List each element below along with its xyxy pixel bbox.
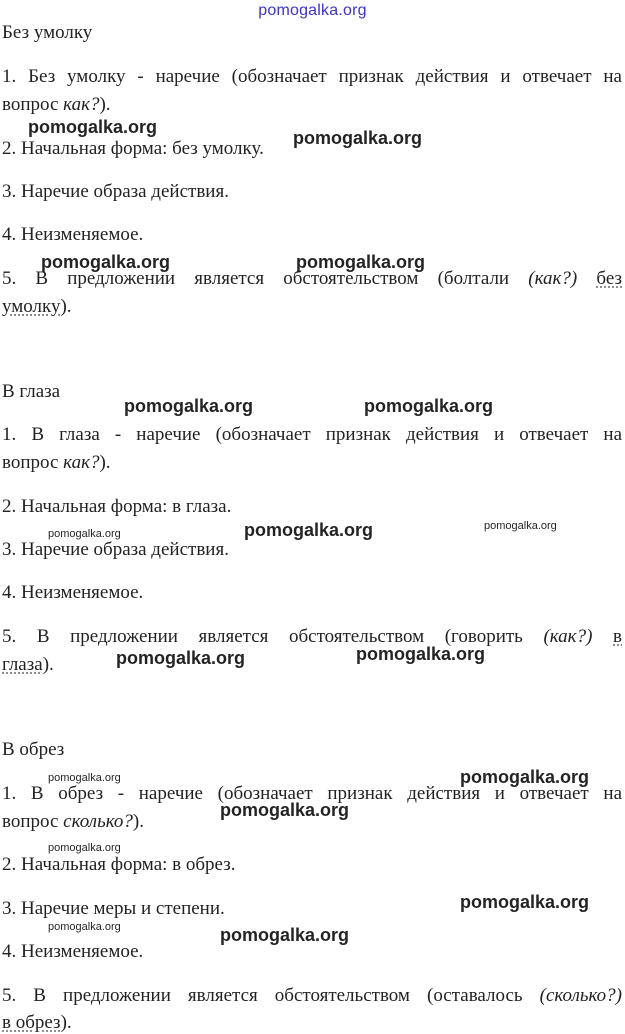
paragraph-line: 3. Наречие образа действия. — [2, 539, 229, 560]
paragraph-line: 1. В обрез - наречие (обозначает признак действия и отвечает на — [2, 783, 622, 804]
paragraph-line: 2. Начальная форма: в обрез. — [2, 854, 236, 875]
watermark: pomogalka.org — [124, 396, 254, 416]
watermark: pomogalka.org — [48, 528, 121, 540]
watermark: pomogalka.org — [364, 396, 494, 416]
section-heading: Без умолку — [2, 22, 93, 43]
section-heading: В обрез — [2, 739, 65, 760]
paragraph-line: 2. Начальная форма: в глаза. — [2, 496, 232, 517]
paragraph-line: вопрос как?). — [2, 94, 111, 115]
paragraph-line: 1. Без умолку - наречие (обозначает признак действия и отвечает на — [2, 66, 622, 87]
section-heading: В глаза — [2, 381, 61, 402]
watermark: pomogalka.org — [356, 644, 486, 664]
watermark: pomogalka.org — [293, 128, 423, 148]
paragraph-line: 5. В предложении является обстоятельством (говорить (как?) в — [2, 626, 622, 647]
watermark: pomogalka.org — [48, 921, 121, 933]
site-logo: pomogalka.org — [258, 2, 367, 19]
paragraph-line: 1. В глаза - наречие (обозначает признак действия и отвечает на — [2, 424, 622, 445]
paragraph-line: 2. Начальная форма: без умолку. — [2, 138, 264, 159]
paragraph-line: 3. Наречие меры и степени. — [2, 898, 225, 919]
paragraph-line: в обрез). — [2, 1012, 72, 1033]
watermark: pomogalka.org — [484, 520, 557, 532]
paragraph-line: 4. Неизменяемое. — [2, 582, 144, 603]
paragraph-line: 4. Неизменяемое. — [2, 224, 144, 245]
paragraph-line: глаза). — [2, 654, 54, 675]
watermark: pomogalka.org — [220, 925, 350, 945]
paragraph-line: вопрос как?). — [2, 452, 111, 473]
watermark: pomogalka.org — [460, 767, 590, 787]
watermark: pomogalka.org — [48, 772, 121, 784]
paragraph-line: 5. В предложении является обстоятельством (болтали (как?) без — [2, 268, 622, 289]
watermark: pomogalka.org — [28, 117, 158, 137]
watermark: pomogalka.org — [244, 520, 374, 540]
paragraph-line: 5. В предложении является обстоятельством (оставалось (сколько?) — [2, 985, 622, 1006]
watermark: pomogalka.org — [48, 842, 121, 854]
paragraph-line: умолку). — [2, 296, 72, 317]
watermark: pomogalka.org — [296, 252, 426, 272]
paragraph-line: 3. Наречие образа действия. — [2, 181, 229, 202]
watermark: pomogalka.org — [41, 252, 171, 272]
watermark: pomogalka.org — [220, 800, 350, 820]
watermark: pomogalka.org — [460, 892, 590, 912]
watermark: pomogalka.org — [116, 648, 246, 668]
paragraph-line: вопрос сколько?). — [2, 811, 144, 832]
paragraph-line: 4. Неизменяемое. — [2, 941, 144, 962]
